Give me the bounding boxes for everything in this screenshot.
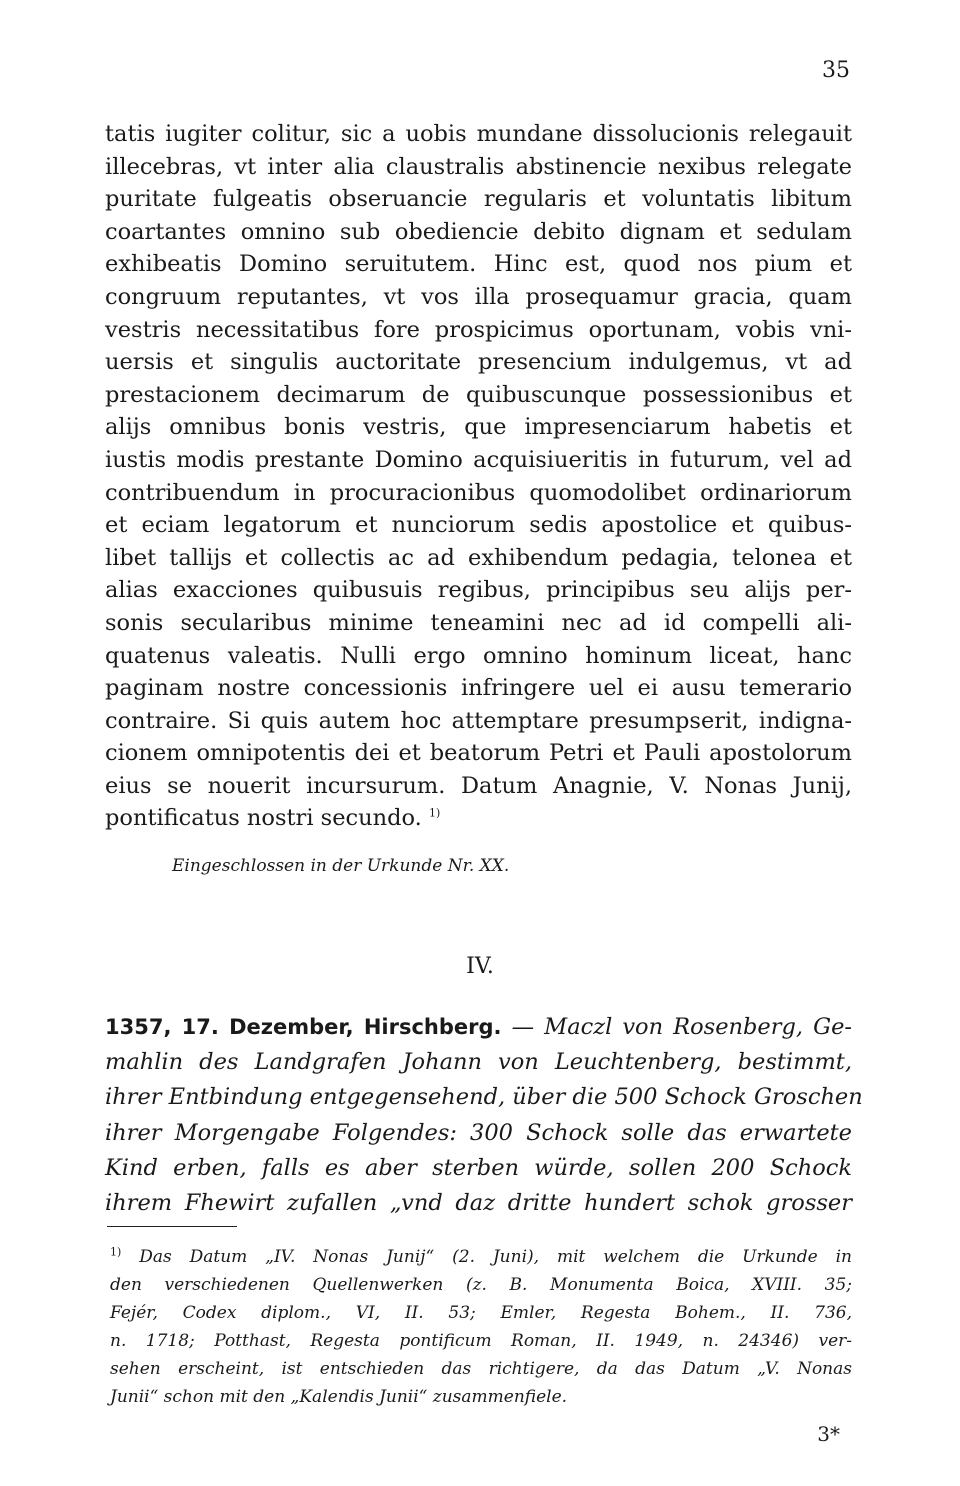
regest-first-line-rest: — Maczl von Rosenberg, Ge- bbox=[511, 1014, 852, 1040]
text-line: mahlin des Landgrafen Johann von Leuchtenberg, bestimmt, bbox=[105, 1049, 852, 1076]
text-line: quatenus valeatis. Nulli ergo omnino hominum liceat, hanc bbox=[105, 642, 852, 669]
text-line: uersis et singulis auctoritate presencium indulgemus, vt ad bbox=[105, 349, 852, 376]
page-number: 35 bbox=[822, 58, 850, 83]
signature-mark: 3* bbox=[817, 1422, 840, 1446]
footnote-mark: 1) bbox=[110, 1245, 122, 1259]
text-line: contraire. Si quis autem hoc attemptare presumpserit, indigna- bbox=[105, 707, 852, 734]
charter-text bbox=[105, 118, 852, 835]
charter-last-line-text: pontificatus nostri secundo. bbox=[105, 805, 422, 832]
footnote bbox=[110, 1243, 852, 1411]
text-line: Kind erben, falls es aber sterben würde, sollen 200 Schock bbox=[105, 1154, 852, 1181]
footnote-first-line bbox=[110, 1243, 852, 1271]
source-note: Eingeschlossen in der Urkunde Nr. XX. bbox=[172, 856, 510, 876]
text-line: coartantes omnino sub obediencie debito dignam et sedulam bbox=[105, 218, 852, 245]
text-line: congruum reputantes, vt vos illa prosequamur gracia, quam bbox=[105, 283, 852, 310]
text-line: paginam nostre concessionis infringere uel ei ausu temerario bbox=[105, 675, 852, 702]
text-line: contribuendum in procuracionibus quomodolibet ordinariorum bbox=[105, 479, 852, 506]
text-line: ihrer Morgengabe Folgendes: 300 Schock solle das erwartete bbox=[105, 1119, 852, 1146]
text-line: ihrer Entbindung entgegensehend, über die 500 Schock Groschen bbox=[105, 1084, 863, 1111]
footnote-last-line: Junii“ schon mit den „Kalendis Junii“ zusammenfiele. bbox=[110, 1387, 568, 1407]
text-line: illecebras, vt inter alia claustralis abstinencie nexibus relegate bbox=[105, 153, 852, 180]
text-line: sonis secularibus minime teneamini nec ad id compelli ali- bbox=[105, 609, 852, 636]
text-line: alijs omnibus bonis vestris, que impresenciarum habetis et bbox=[105, 414, 852, 441]
text-line: eius se nouerit incursurum. Datum Anagnie, V. Nonas Junij, bbox=[105, 772, 852, 799]
text-line: et eciam legatorum et nunciorum sedis apostolice et quibus- bbox=[105, 512, 852, 539]
text-line: tatis iugiter colitur, sic a uobis mundane dissolucionis relegauit bbox=[105, 121, 852, 147]
footnote-first-line-text: Das Datum „IV. Nonas Junij“ (2. Juni), mit welchem die Urkunde in bbox=[139, 1247, 853, 1267]
text-line: ihrem Fhewirt zufallen „vnd daz dritte hundert schok grosser bbox=[105, 1190, 852, 1217]
text-line: prestacionem decimarum de quibuscunque possessionibus et bbox=[105, 381, 852, 408]
text-line: sehen erscheint, ist entschieden das richtigere, da das Datum „V. Nonas bbox=[110, 1359, 852, 1379]
charter-last-line bbox=[105, 802, 852, 835]
text-line: den verschiedenen Quellenwerken (z. B. Monumenta Boica, XVIII. 35; bbox=[110, 1275, 852, 1295]
text-line: cionem omnipotentis dei et beatorum Petri et Pauli apostolorum bbox=[105, 740, 852, 767]
text-line: iustis modis prestante Domino acquisiueritis in futurum, vel ad bbox=[105, 446, 852, 473]
regest-first-line bbox=[105, 1010, 852, 1045]
text-line: vestris necessitatibus fore prospicimus oportunam, vobis vni- bbox=[105, 316, 852, 343]
document-number: IV. bbox=[466, 954, 494, 979]
regest bbox=[105, 1010, 863, 1221]
text-line: n. 1718; Potthast, Regesta pontificum Roman, II. 1949, n. 24346) ver- bbox=[110, 1331, 852, 1351]
text-line: Fejér, Codex diplom., VI, II. 53; Emler, Regesta Bohem., II. 736, bbox=[110, 1303, 852, 1323]
text-line: exhibeatis Domino seruitutem. Hinc est, quod nos pium et bbox=[105, 251, 852, 278]
text-line: puritate fulgeatis obseruancie regularis et voluntatis libitum bbox=[105, 186, 852, 213]
text-line: libet tallijs et collectis ac ad exhibendum pedagia, telonea et bbox=[105, 544, 852, 571]
footnote-reference: 1) bbox=[428, 806, 441, 820]
text-line: alias exacciones quibusuis regibus, principibus seu alijs per- bbox=[105, 577, 852, 604]
regest-heading: 1357, 17. Dezember, Hirschberg. bbox=[105, 1015, 502, 1039]
footnote-divider bbox=[107, 1226, 237, 1227]
